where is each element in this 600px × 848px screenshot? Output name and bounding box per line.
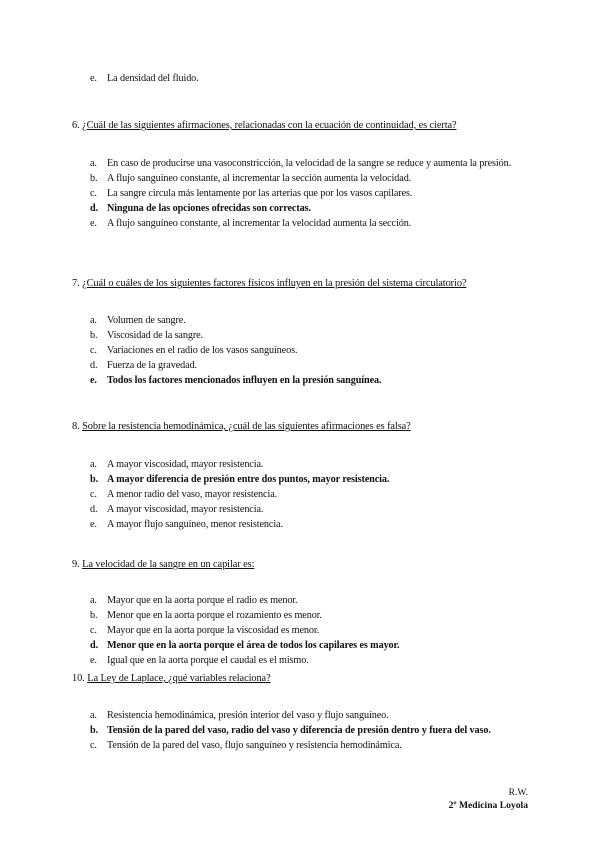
option-letter: a. xyxy=(90,158,97,169)
option-letter: d. xyxy=(90,203,99,214)
option-text: Variaciones en el radio de los vasos sanguíneos. xyxy=(107,345,298,356)
answer-option xyxy=(90,457,530,472)
option-text: Todos los factores mencionados influyen en la presión sanguínea. xyxy=(107,375,382,386)
answer-option xyxy=(90,313,530,328)
option-letter: b. xyxy=(90,725,99,736)
answer-option xyxy=(90,186,530,201)
answer-option xyxy=(90,623,530,638)
option-text: A menor radio del vaso, mayor resistencia. xyxy=(107,489,278,500)
option-text: Tensión de la pared del vaso, flujo sanguíneo y resistencia hemodinámica. xyxy=(107,740,402,751)
option-letter: c. xyxy=(90,188,97,199)
question-text: La Ley de Laplace, ¿qué variables relaciona? xyxy=(87,673,271,684)
answer-option xyxy=(90,216,530,231)
question-6 xyxy=(72,119,457,132)
option-text: A mayor viscosidad, mayor resistencia. xyxy=(107,504,264,515)
answer-option xyxy=(90,343,530,358)
answer-option xyxy=(90,171,530,186)
option-text: Mayor que en la aorta porque el radio es menor. xyxy=(107,595,298,606)
answer-option xyxy=(90,156,530,171)
question-9 xyxy=(72,558,254,571)
answer-option xyxy=(90,502,530,517)
option-letter: b. xyxy=(90,330,98,341)
option-text: A mayor viscosidad, mayor resistencia. xyxy=(107,459,264,470)
option-letter: c. xyxy=(90,489,97,500)
option-letter: a. xyxy=(90,459,97,470)
question-6-options xyxy=(90,156,530,231)
answer-option xyxy=(90,708,530,723)
question-text: ¿Cuál de las siguientes afirmaciones, relacionadas con la ecuación de continuidad, es cierta? xyxy=(82,120,457,131)
option-text: A mayor diferencia de presión entre dos puntos, mayor resistencia. xyxy=(107,474,390,485)
question-10 xyxy=(72,672,271,685)
option-letter: d. xyxy=(90,504,98,515)
option-letter: c. xyxy=(90,740,97,751)
option-text: Mayor que en la aorta porque la viscosidad es menor. xyxy=(107,625,320,636)
option-text: Igual que en la aorta porque el caudal es el mismo. xyxy=(107,655,309,666)
option-text: A flujo sanguíneo constante, al incrementar la velocidad aumenta la sección. xyxy=(107,218,412,229)
question-text: ¿Cuál o cuáles de los siguientes factores físicos influyen en la presión del sistema circulatorio? xyxy=(82,278,467,289)
option-text: En caso de producirse una vasoconstricción, la velocidad de la sangre se reduce y aumenta la presión. xyxy=(107,158,512,169)
question-number: 10. xyxy=(72,673,85,684)
question-5-options xyxy=(90,71,530,86)
option-letter: e. xyxy=(90,519,97,530)
option-letter: e. xyxy=(90,655,97,666)
question-7 xyxy=(72,277,466,290)
option-text: Viscosidad de la sangre. xyxy=(107,330,204,341)
question-8-options xyxy=(90,457,530,532)
option-letter: b. xyxy=(90,610,98,621)
answer-option xyxy=(90,638,530,653)
option-letter: a. xyxy=(90,710,97,721)
answer-option xyxy=(90,328,530,343)
option-letter: b. xyxy=(90,474,99,485)
question-text: La velocidad de la sangre en un capilar es: xyxy=(82,559,255,570)
option-letter: e. xyxy=(90,73,97,84)
option-letter: b. xyxy=(90,173,98,184)
answer-option xyxy=(90,517,530,532)
question-text: Sobre la resistencia hemodinámica, ¿cuál de las siguientes afirmaciones es falsa? xyxy=(82,421,411,432)
option-text: Tensión de la pared del vaso, radio del vaso y diferencia de presión dentro y fuera del vaso. xyxy=(107,725,491,736)
answer-option xyxy=(90,723,530,738)
question-number: 9. xyxy=(72,559,80,570)
answer-option xyxy=(90,71,530,86)
answer-option xyxy=(90,608,530,623)
option-letter: d. xyxy=(90,360,98,371)
question-number: 7. xyxy=(72,278,80,289)
answer-option xyxy=(90,201,530,216)
question-number: 8. xyxy=(72,421,80,432)
option-text: Menor que en la aorta porque el área de todos los capilares es mayor. xyxy=(107,640,400,651)
option-letter: c. xyxy=(90,345,97,356)
question-number: 6. xyxy=(72,120,80,131)
option-text: A flujo sanguíneo constante, al incrementar la sección aumenta la velocidad. xyxy=(107,173,412,184)
answer-option xyxy=(90,653,530,668)
answer-option xyxy=(90,593,530,608)
answer-option xyxy=(90,373,530,388)
course-name: 2º Medicina Loyola xyxy=(448,800,528,811)
author-initials: R.W. xyxy=(508,787,528,798)
option-letter: a. xyxy=(90,315,97,326)
question-7-options xyxy=(90,313,530,388)
option-text: Volumen de sangre. xyxy=(107,315,186,326)
question-8 xyxy=(72,420,411,433)
option-letter: a. xyxy=(90,595,97,606)
question-9-options xyxy=(90,593,530,668)
option-letter: e. xyxy=(90,218,97,229)
option-text: A mayor flujo sanguíneo, menor resistencia. xyxy=(107,519,283,530)
option-text: Fuerza de la gravedad. xyxy=(107,360,198,371)
option-letter: e. xyxy=(90,375,97,386)
option-text: Menor que en la aorta porque el rozamiento es menor. xyxy=(107,610,322,621)
option-text: Resistencia hemodinámica, presión interior del vaso y flujo sanguíneo. xyxy=(107,710,389,721)
option-text: La densidad del fluido. xyxy=(107,73,199,84)
answer-option xyxy=(90,358,530,373)
option-text: Ninguna de las opciones ofrecidas son correctas. xyxy=(107,203,311,214)
option-text: La sangre circula más lentamente por las arterias que por los vasos capilares. xyxy=(107,188,413,199)
option-letter: d. xyxy=(90,640,99,651)
question-10-options xyxy=(90,708,530,753)
option-letter: c. xyxy=(90,625,97,636)
footer xyxy=(449,786,528,812)
answer-option xyxy=(90,487,530,502)
answer-option xyxy=(90,738,530,753)
answer-option xyxy=(90,472,530,487)
